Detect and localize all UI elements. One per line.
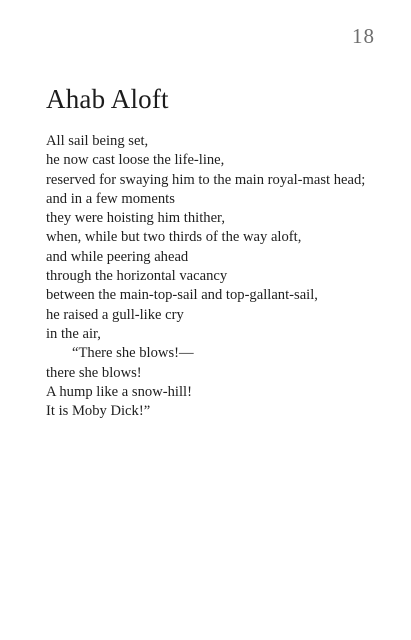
poem-line: through the horizontal vacancy bbox=[46, 268, 228, 285]
poem-line: they were hoisting him thither, bbox=[46, 210, 225, 227]
poem-line: he raised a gull-like cry bbox=[46, 306, 184, 323]
poem-line: when, while but two thirds of the way aloft, bbox=[46, 229, 302, 246]
poem-line: between the main-top-sail and top-gallant-sail, bbox=[46, 287, 318, 304]
poem-line: he now cast loose the life-line, bbox=[46, 152, 225, 169]
poem-line: and while peering ahead bbox=[46, 248, 189, 265]
poem-line: there she blows! bbox=[46, 364, 142, 381]
poem-body bbox=[46, 132, 396, 421]
page-number: 18 bbox=[352, 24, 375, 48]
poem-title: Ahab Aloft bbox=[46, 84, 169, 114]
poem-line: It is Moby Dick!” bbox=[46, 403, 151, 420]
poem-line: A hump like a snow-hill! bbox=[46, 383, 192, 400]
poem-line: All sail being set, bbox=[46, 133, 149, 149]
poem-line: reserved for swaying him to the main royal-mast head; bbox=[46, 171, 366, 188]
poem-line: in the air, bbox=[46, 325, 101, 342]
poem-line: “There she blows!— bbox=[72, 345, 194, 362]
poem-line: and in a few moments bbox=[46, 190, 175, 207]
